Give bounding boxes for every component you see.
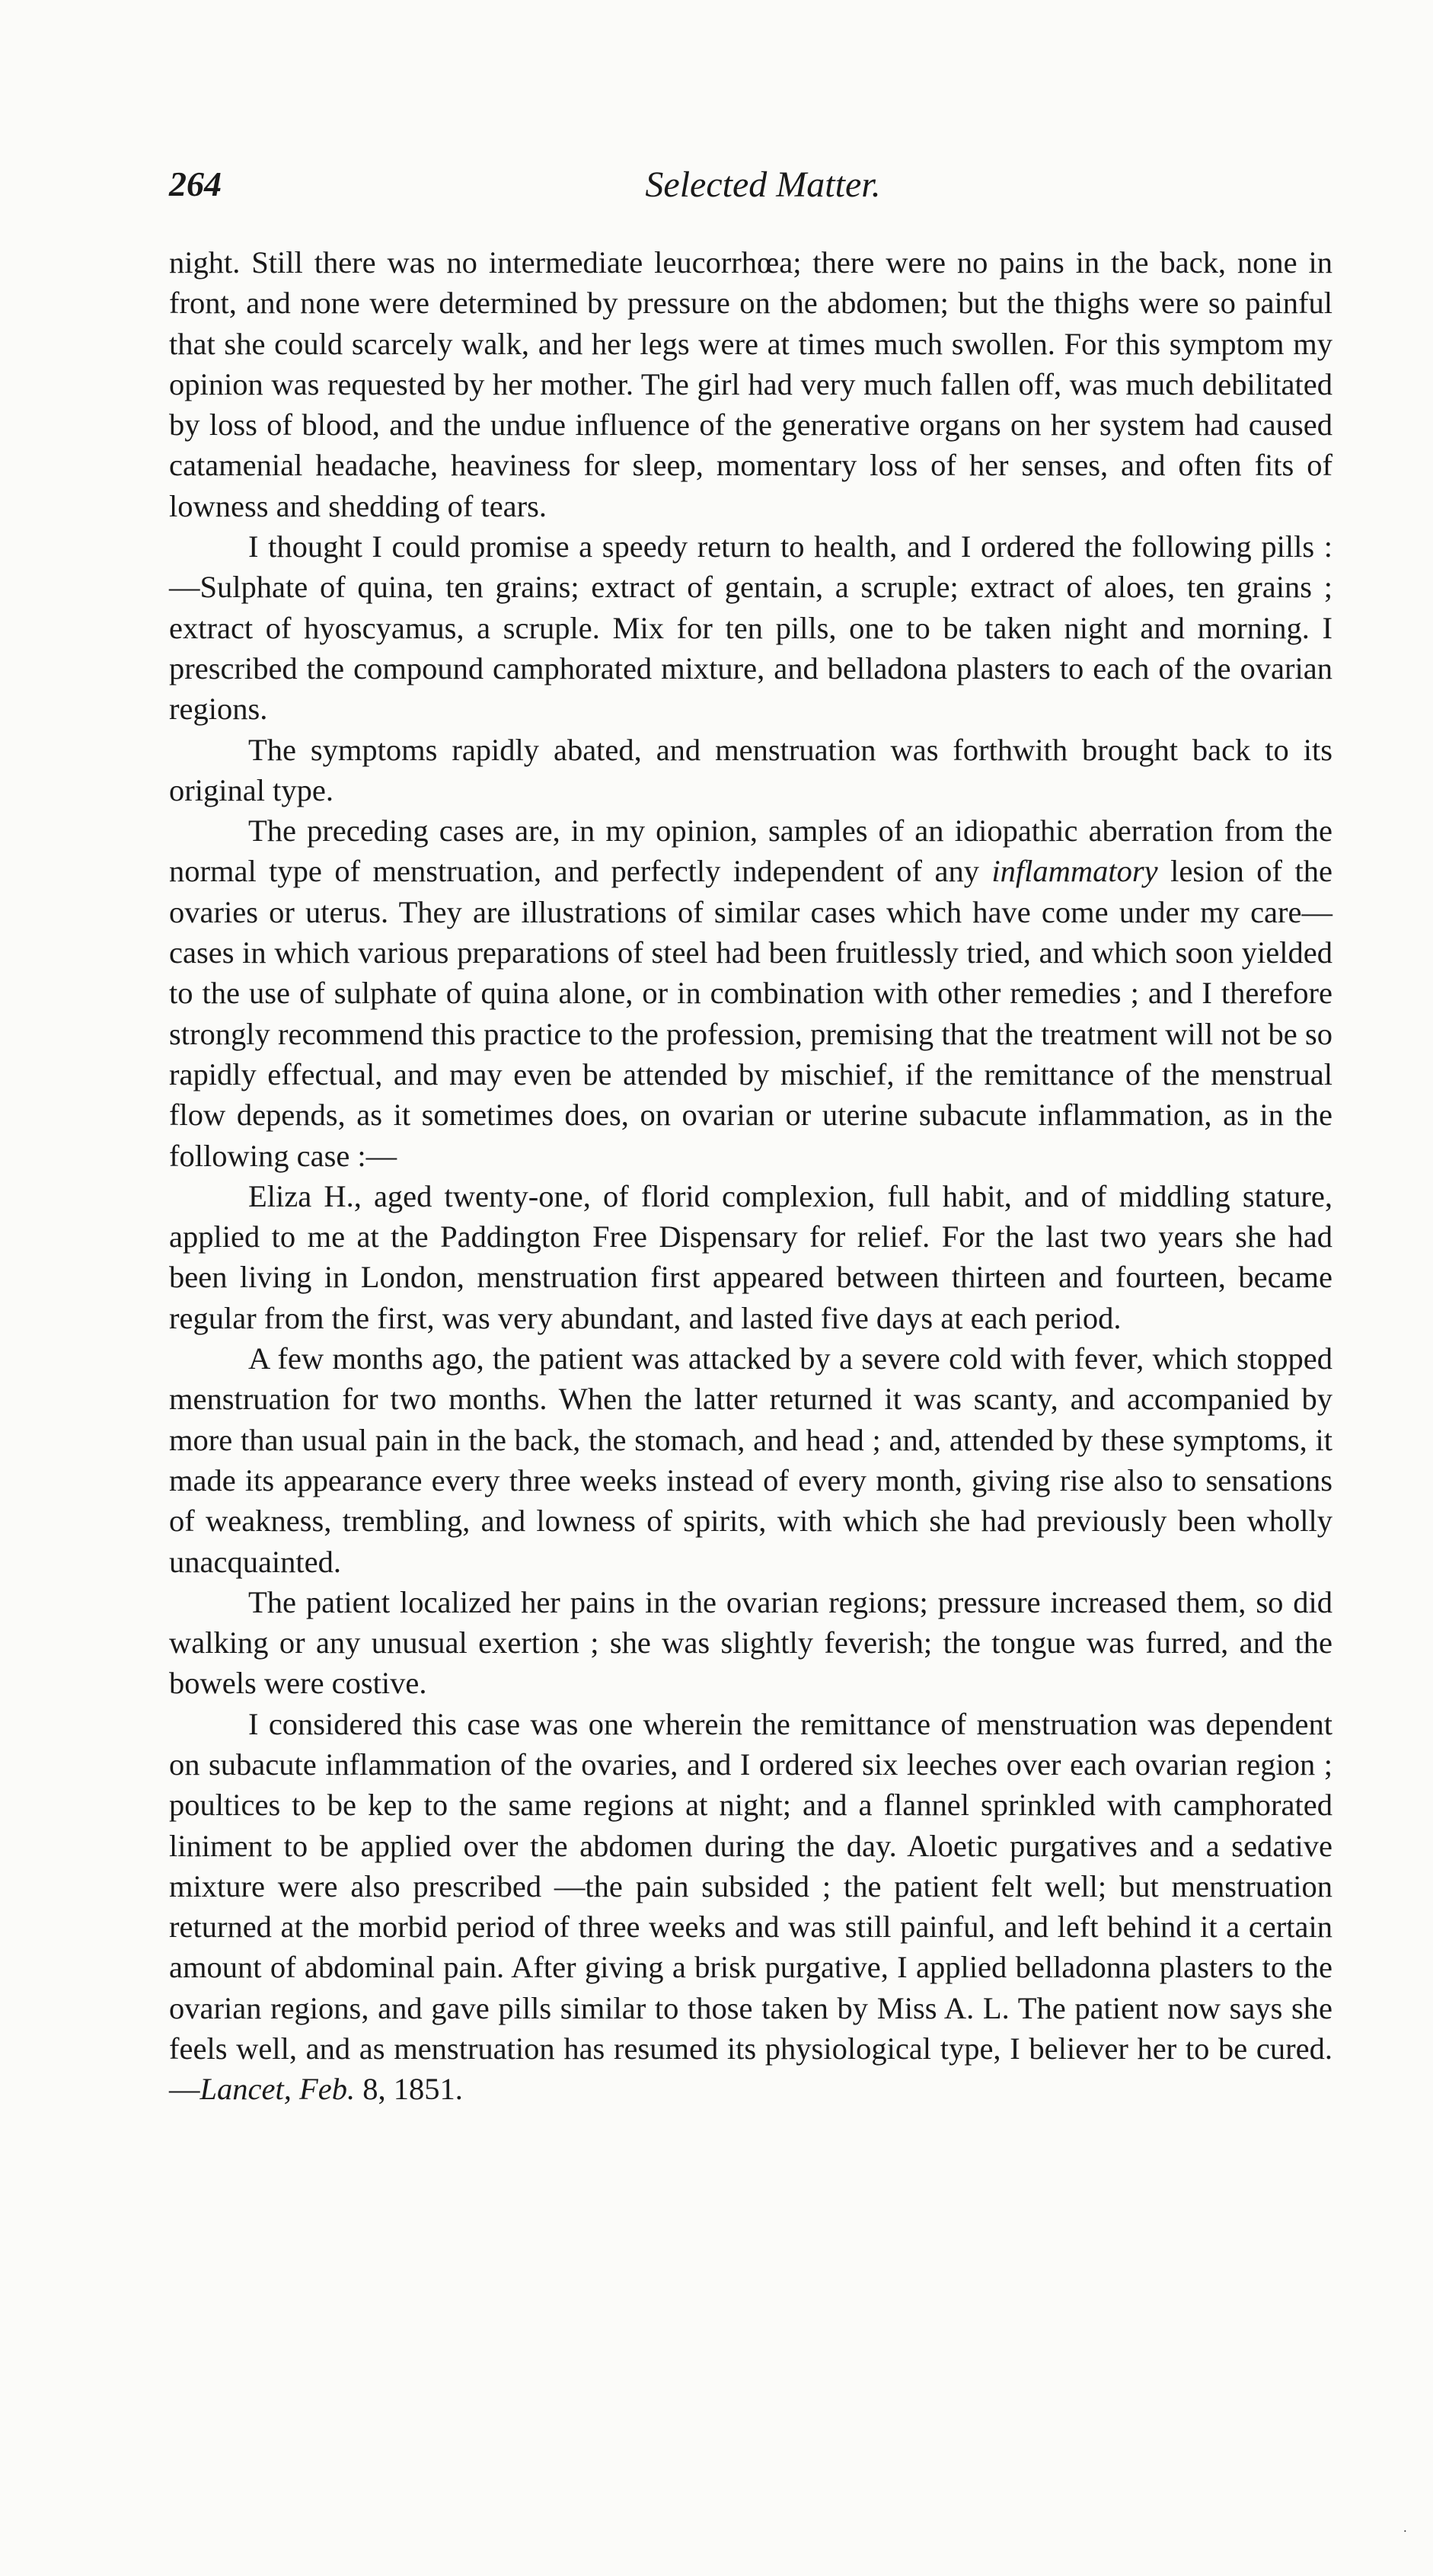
paragraph-5: Eliza H., aged twenty-one, of florid complexion, full habit, and of middling stature, applied to me at the Paddington Free Dispensary for relief. For the last two years she had been living in London, menstruation first appeared between thirteen and fourteen, became regular from the first, was very abundant, and lasted five days at each period. bbox=[169, 1178, 1332, 1335]
citation-source: Lancet, Feb. bbox=[199, 2072, 356, 2107]
paragraph-8-text-b: 8, 1851. bbox=[355, 2072, 463, 2107]
scan-speck-mark: ˙ bbox=[1403, 2527, 1408, 2544]
paragraph-1: night. Still there was no intermediate leucorrhœa; there were no pains in the back, none in front, and none were determined by pressure on the abdomen; but the thighs were so painful that she could scarcely walk, and her legs were at times much swollen. For this symptom my opinion was requested by her mother. The girl had very much fallen off, was much debilitated by loss of blood, and the undue influence of the generative organs on her system had caused catamenial headache, heaviness for sleep, momentary loss of her senses, and often fits of lowness and shedding of tears. bbox=[169, 245, 1332, 523]
paragraph-4-text-a: The preceding cases are, in my opinion, samples of an idiopathic aberration from the normal type of menstruation, and perfectly independent of any bbox=[169, 813, 1332, 889]
running-head: Selected Matter. bbox=[645, 165, 881, 205]
body-text bbox=[169, 242, 1332, 2110]
paragraph-4 bbox=[169, 810, 1332, 1176]
paragraph-4-italic: inflammatory bbox=[991, 854, 1158, 889]
page-number: 264 bbox=[169, 165, 222, 203]
paragraph-7: The patient localized her pains in the ovarian regions; pressure increased them, so did walking or any unusual exertion ; she was slightly feverish; the tongue was furred, and the bowels were costive. bbox=[169, 1584, 1332, 1701]
page-header bbox=[169, 164, 1357, 225]
paragraph-2: I thought I could promise a speedy return to health, and I ordered the following pills :—Sulphate of quina, ten grains; extract of gentain, a scruple; extract of aloes, ten grains ; extract of hyoscyamus, a scruple. Mix for ten pills, one to be taken night and morning. I prescribed the compound camphorated mixture, and belladona plasters to each of the ovarian regions. bbox=[169, 529, 1332, 727]
paragraph-4-text-b: lesion of the ovaries or uterus. They are illustrations of similar cases which have come under my care—cases in which various preparations of steel had been fruitlessly tried, and which soon yielded to the use of sulphate of quina alone, or in combination with other remedies ; and I therefore strongly recommend this practice to the profession, premising that the treatment will not be so rapidly effectual, and may even be attended by mischief, if the remittance of the menstrual flow depends, as it sometimes does, on ovarian or uterine subacute inflammation, as in the following case :— bbox=[169, 854, 1332, 1173]
paragraph-8 bbox=[169, 1704, 1332, 2110]
paragraph-3: The symptoms rapidly abated, and menstruation was forthwith brought back to its original type. bbox=[169, 732, 1332, 807]
paragraph-6: A few months ago, the patient was attacked by a severe cold with fever, which stopped menstruation for two months. When the latter returned it was scanty, and accompanied by more than usual pain in the back, the stomach, and head ; and, attended by these symptoms, it made its appearance every three weeks instead of every month, giving rise also to sensations of weakness, trembling, and lowness of spirits, with which she had previously been wholly unacquainted. bbox=[169, 1341, 1332, 1579]
paragraph-8-text-a: I considered this case was one wherein the remittance of menstruation was dependent on subacute inflammation of the ovaries, and I ordered six leeches over each ovarian region ; poultices to be kep to the same regions at night; and a flannel sprinkled with camphorated liniment to be applied over the abdomen during the day. Aloetic purgatives and a sedative mixture were also prescribed —the pain subsided ; the patient felt well; but menstruation returned at the morbid period of three weeks and was still painful, and left behind it a certain amount of abdominal pain. After giving a brisk purgative, I applied belladonna plasters to the ovarian regions, and gave pills similar to those taken by Miss A. L. The patient now says she feels well, and as menstruation has resumed its physiological type, I believer her to be cured.— bbox=[169, 1706, 1332, 2107]
